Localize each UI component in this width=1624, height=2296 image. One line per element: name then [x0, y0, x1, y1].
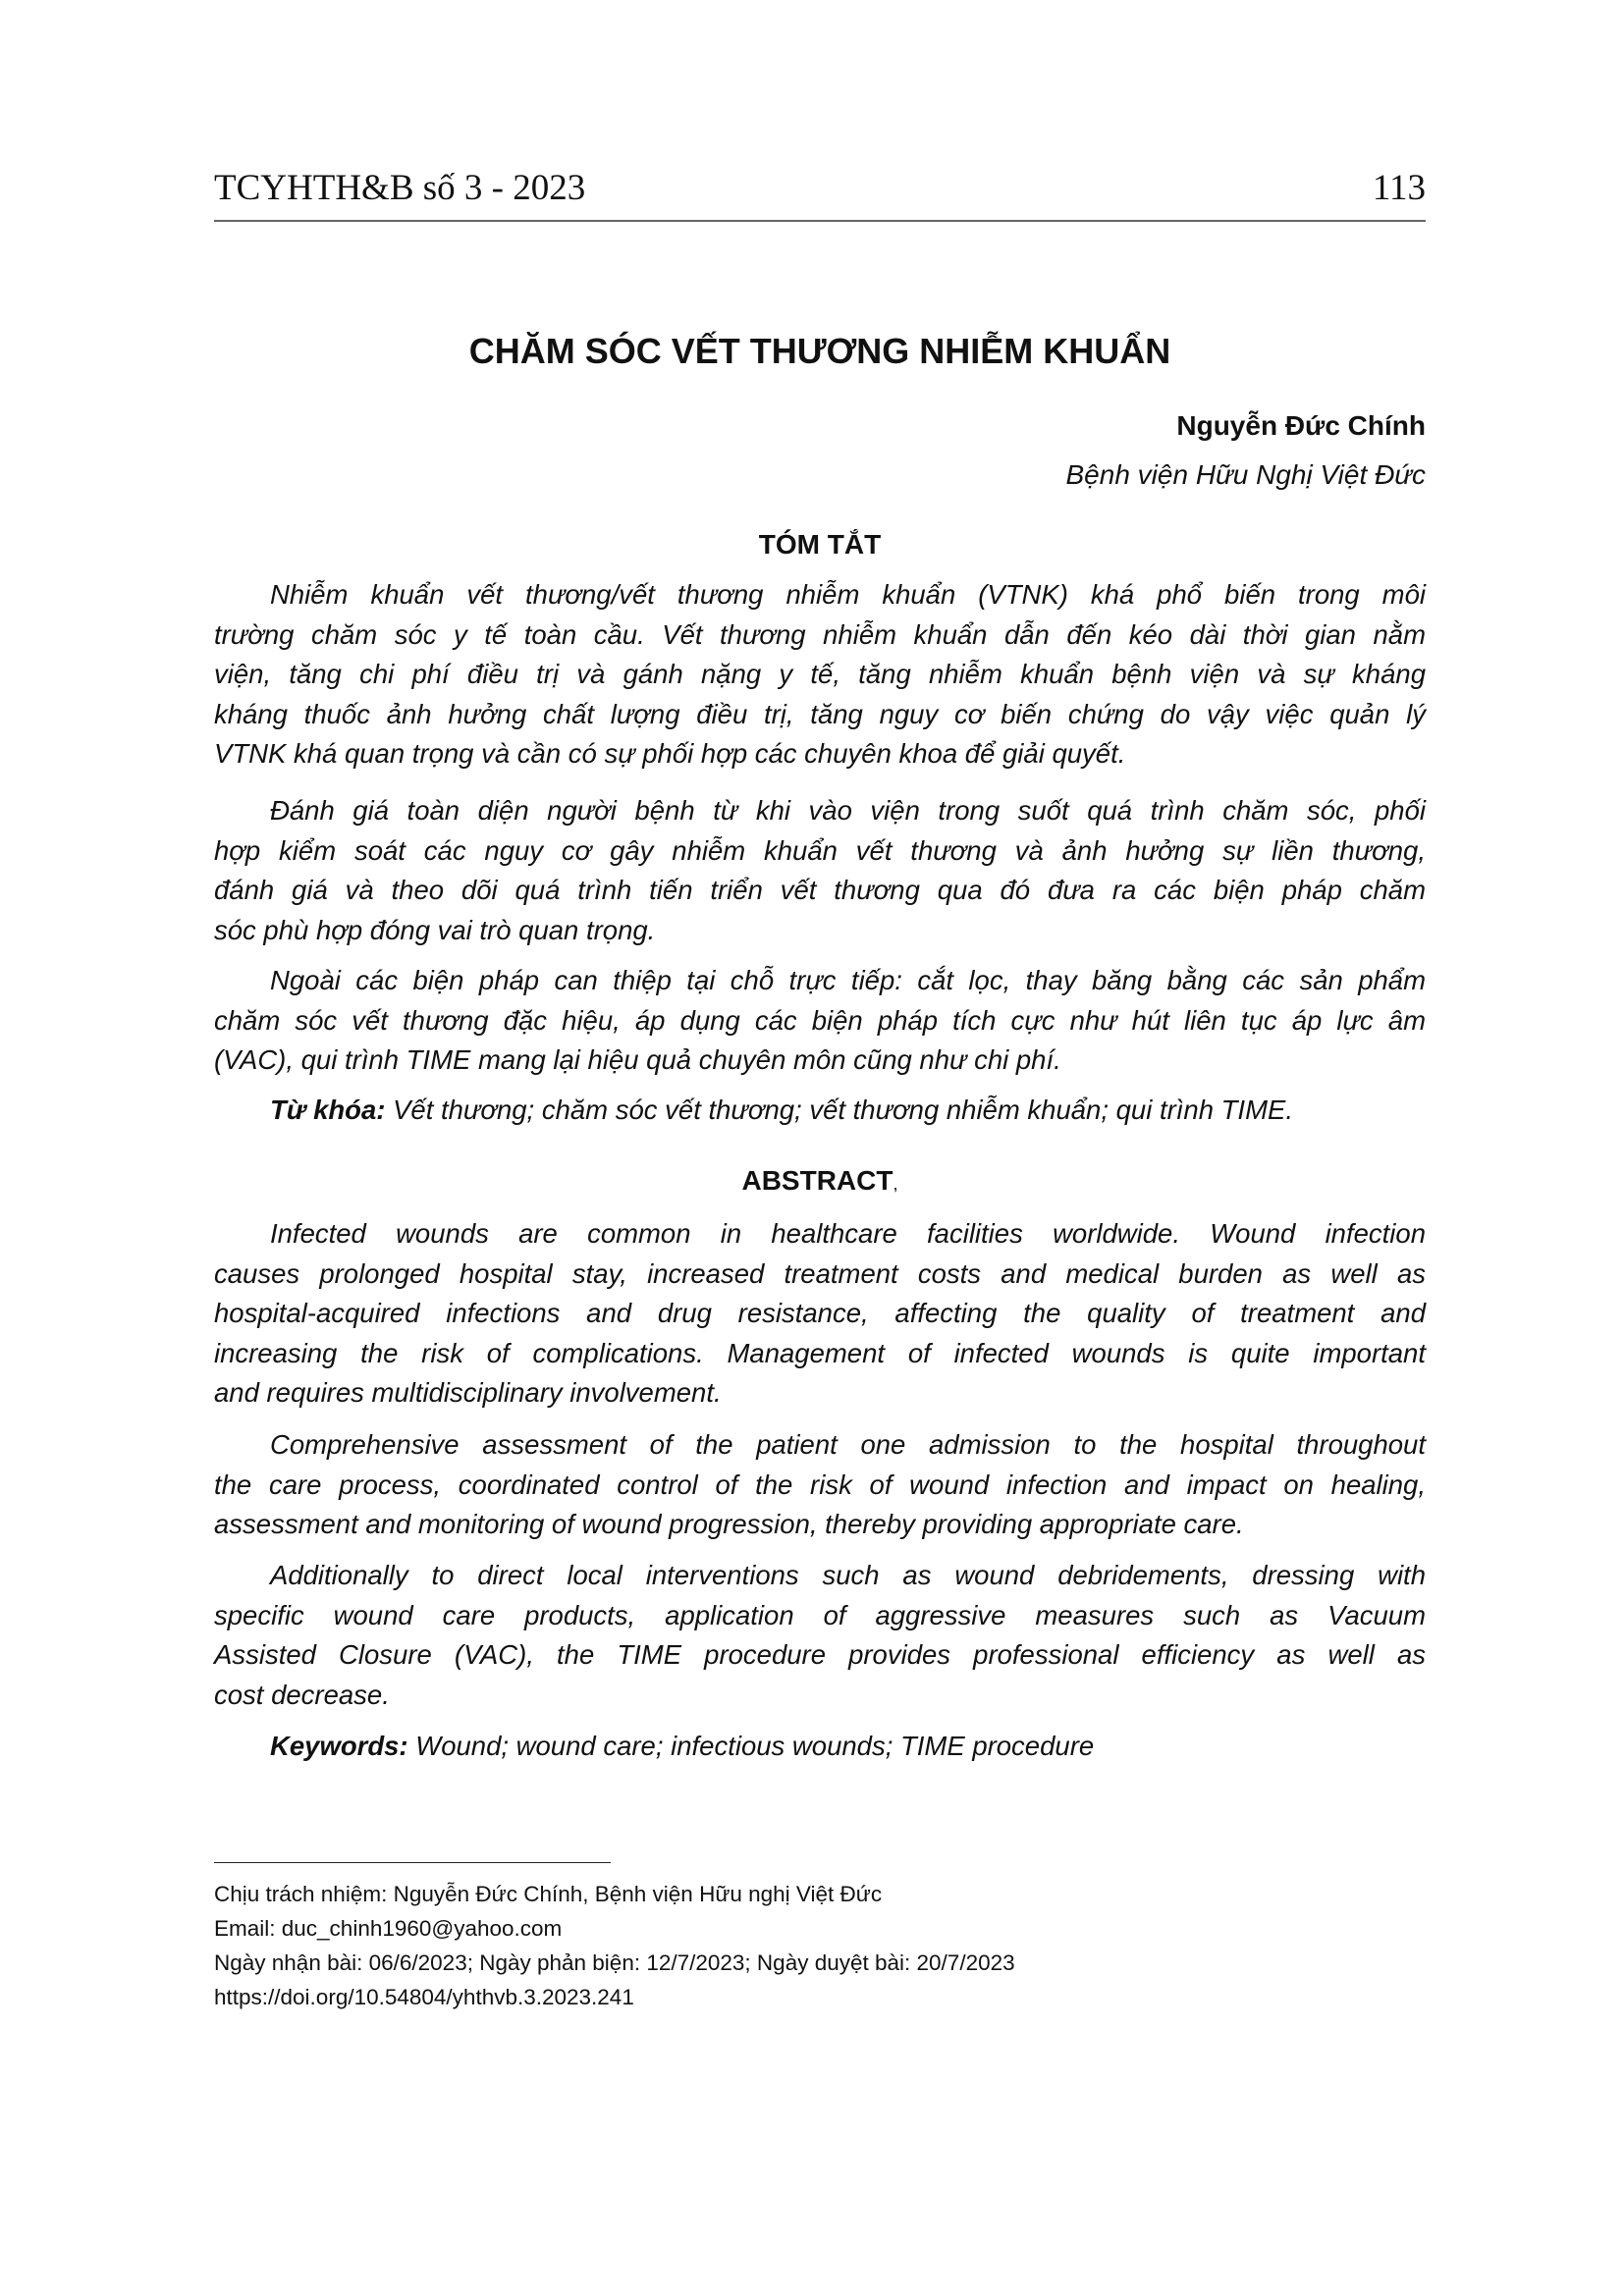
paragraph-line: đánh giá và theo dõi quá trình tiến triển vết thương qua đó đưa ra các biện pháp chăm	[214, 875, 1426, 906]
author-name: Nguyễn Đức Chính	[1176, 410, 1426, 441]
paragraph-line: chăm sóc vết thương đặc hiệu, áp dụng các biện pháp tích cực như hút liên tục áp lực âm	[214, 1004, 1426, 1036]
footnote	[214, 1877, 1015, 2014]
paragraph-line: assessment and monitoring of wound progression, thereby providing appropriate care.	[214, 1509, 1244, 1540]
footnote-rule	[214, 1862, 611, 1863]
footnote-responsible: Chịu trách nhiệm: Nguyễn Đức Chính, Bệnh viện Hữu nghị Việt Đức	[214, 1882, 883, 1906]
paragraph-line: sóc phù hợp đóng vai trò quan trọng.	[214, 914, 656, 945]
paragraph-line: (VAC), qui trình TIME mang lại hiệu quả chuyên môn cũng như chi phí.	[214, 1044, 1061, 1076]
running-header	[214, 165, 1426, 212]
paragraph-line: increasing the risk of complications. Management of infected wounds is quite important	[214, 1337, 1426, 1368]
paragraph-line: specific wound care products, application of aggressive measures such as Vacuum	[214, 1599, 1426, 1630]
paragraph-line: causes prolonged hospital stay, increased treatment costs and medical burden as well as	[214, 1257, 1426, 1289]
abstract-heading-comma: ,	[893, 1174, 898, 1194]
journal-issue: TCYHTH&B số 3 - 2023	[214, 168, 586, 208]
paragraph-line: Comprehensive assessment of the patient one admission to the hospital throughout	[270, 1429, 1426, 1460]
summary-paragraph	[214, 575, 1426, 774]
paragraph-line: VTNK khá quan trọng và cần có sự phối hợp các chuyên khoa để giải quyết.	[214, 738, 1126, 770]
abstract-paragraph	[214, 1556, 1426, 1715]
paragraph-line: cost decrease.	[214, 1679, 390, 1710]
footnote-dates: Ngày nhận bài: 06/6/2023; Ngày phản biện: 12/7/2023; Ngày duyệt bài: 20/7/2023	[214, 1950, 1015, 1975]
keywords-text: Wound; wound care; infectious wounds; TIME procedure	[415, 1731, 1095, 1761]
footnote-email: Email: duc_chinh1960@yahoo.com	[214, 1916, 563, 1941]
paragraph-line: trường chăm sóc y tế toàn cầu. Vết thương nhiễm khuẩn dẫn đến kéo dài thời gian nằm	[214, 618, 1426, 650]
keywords-label: Từ khóa:	[270, 1095, 386, 1125]
paragraph-line: Nhiễm khuẩn vết thương/vết thương nhiễm khuẩn (VTNK) khá phổ biến trong môi	[270, 579, 1426, 610]
summary-paragraph	[214, 791, 1426, 950]
abstract-paragraph	[214, 1425, 1426, 1545]
paragraph-line: Assisted Closure (VAC), the TIME procedure provides professional efficiency as well as	[214, 1639, 1426, 1671]
paragraph-line: Additionally to direct local interventions such as wound debridements, dressing with	[270, 1560, 1426, 1590]
paragraph-line: kháng thuốc ảnh hưởng chất lượng điều trị, tăng nguy cơ biến chứng do vậy việc quản lý	[214, 698, 1426, 729]
abstract-keywords	[270, 1727, 1094, 1767]
paragraph-line: hospital-acquired infections and drug resistance, affecting the quality of treatment and	[214, 1298, 1426, 1329]
summary-paragraph	[214, 961, 1426, 1081]
keywords-text: Vết thương; chăm sóc vết thương; vết thương nhiễm khuẩn; qui trình TIME.	[393, 1095, 1293, 1125]
paragraph-line: Infected wounds are common in healthcare facilities worldwide. Wound infection	[270, 1218, 1426, 1249]
paragraph-line: and requires multidisciplinary involvement.	[214, 1377, 722, 1409]
paragraph-line: the care process, coordinated control of the risk of wound infection and impact on healing,	[214, 1468, 1426, 1500]
paragraph-line: viện, tăng chi phí điều trị và gánh nặng y tế, tăng nhiễm khuẩn bệnh viện và sự kháng	[214, 659, 1426, 690]
paragraph-line: hợp kiểm soát các nguy cơ gây nhiễm khuẩn vết thương và ảnh hưởng sự liền thương,	[214, 834, 1426, 866]
abstract-paragraph	[214, 1214, 1426, 1414]
header-rule	[214, 220, 1426, 222]
abstract-heading	[214, 1161, 1426, 1203]
keywords-label: Keywords:	[270, 1731, 408, 1761]
abstract-heading-text: ABSTRACT	[741, 1165, 893, 1196]
paragraph-line: Đánh giá toàn diện người bệnh từ khi vào viện trong suốt quá trình chăm sóc, phối	[270, 795, 1426, 826]
summary-keywords	[270, 1091, 1293, 1131]
article-title: CHĂM SÓC VẾT THƯƠNG NHIỄM KHUẨN	[468, 331, 1171, 371]
footnote-doi[interactable]: https://doi.org/10.54804/yhthvb.3.2023.241	[214, 1985, 634, 2009]
summary-heading: TÓM TẮT	[758, 529, 882, 560]
paragraph-line: Ngoài các biện pháp can thiệp tại chỗ trực tiếp: cắt lọc, thay băng bằng các sản phẩm	[270, 965, 1426, 995]
page-number: 113	[1372, 168, 1426, 208]
author-affiliation: Bệnh viện Hữu Nghị Việt Đức	[1065, 459, 1426, 490]
